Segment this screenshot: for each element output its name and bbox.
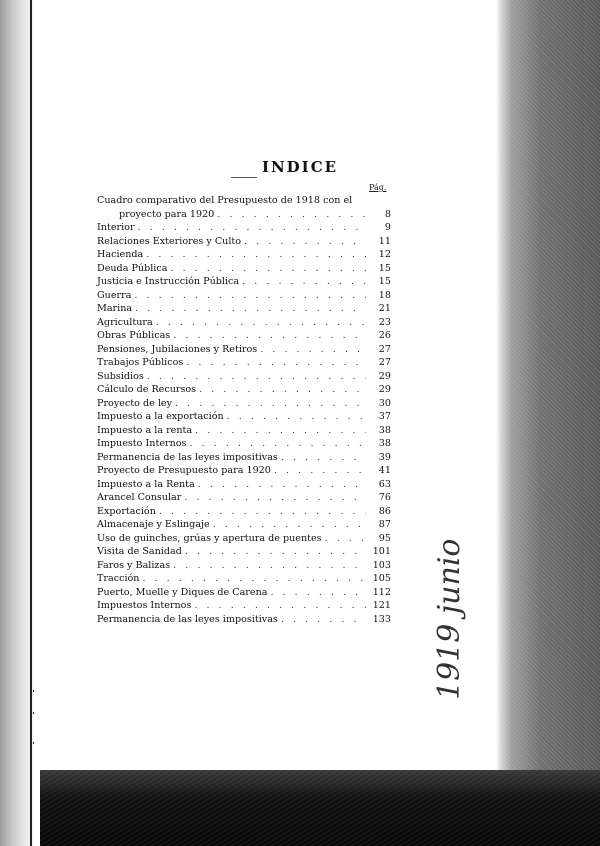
index-entry-page: 12 — [378, 249, 391, 260]
index-entry — [97, 329, 391, 343]
index-entry-label: Tracción — [97, 573, 140, 584]
index-entry — [97, 208, 391, 222]
index-entry — [97, 343, 391, 357]
index-entry-page: 29 — [378, 370, 391, 382]
dot-leader — [198, 478, 366, 492]
index-entry-page: 39 — [378, 451, 391, 463]
index-entry-page: 26 — [378, 330, 391, 341]
scan-left-edge — [0, 0, 34, 846]
index-entry-label: Uso de guinches, grúas y apertura de puentes — [97, 532, 322, 544]
index-entry — [97, 518, 391, 532]
dot-leader — [135, 302, 366, 316]
index-entry-page: 38 — [378, 424, 391, 436]
index-entry-page: 37 — [378, 411, 391, 422]
index-entry-label: Pensiones, Jubilaciones y Retiros — [97, 343, 258, 355]
index-entry — [97, 356, 391, 370]
scan-right-shadow — [500, 0, 600, 846]
dot-leader — [260, 343, 366, 357]
index-entry-page: 30 — [378, 397, 391, 409]
index-entry-label: Permanencia de las leyes impositivas — [97, 451, 278, 463]
index-entry-label: Proyecto de ley — [97, 397, 173, 409]
index-entry — [97, 302, 391, 316]
index-entry-label: Justicia e Instrucción Pública — [97, 276, 240, 287]
index-entry-label: Almacenaje y Eslingaje — [97, 519, 210, 530]
index-entry-label: Guerra — [97, 289, 132, 301]
index-entry-label: Impuestos Internos — [97, 600, 192, 611]
page-column-header: Pág. — [369, 183, 387, 192]
index-entry — [97, 559, 391, 573]
index-entry-label: Visita de Sanidad — [97, 546, 182, 557]
index-entry — [97, 248, 391, 262]
dot-leader — [242, 275, 366, 289]
dot-leader — [199, 383, 366, 397]
dot-leader — [185, 545, 366, 559]
dot-leader — [195, 424, 366, 438]
index-entry-page: 133 — [372, 613, 391, 625]
index-entry-label: Subsidios — [97, 370, 144, 382]
dot-leader — [227, 410, 366, 424]
index-entry-page: 103 — [372, 559, 391, 571]
handwritten-note: 1919 junio — [432, 538, 467, 700]
index-entry — [97, 478, 391, 492]
dot-leader — [159, 505, 366, 519]
dot-leader — [184, 491, 366, 505]
index-entry-page: 41 — [378, 465, 391, 476]
page-title: INDICE — [261, 158, 339, 176]
index-entry — [97, 464, 391, 478]
index-entry-label: Interior — [97, 222, 135, 233]
index-entry-page: 76 — [378, 492, 391, 503]
index-entry-label: Cuadro comparativo del Presupuesto de 1918 con el — [97, 195, 353, 206]
index-entry-label: Obras Públicas — [97, 330, 171, 341]
index-entry — [97, 275, 391, 289]
index-entry — [97, 532, 391, 546]
dot-leader — [189, 437, 366, 451]
scan-bottom-shadow — [40, 770, 600, 846]
index-entry-label: Relaciones Exteriores y Culto — [97, 235, 242, 247]
index-entry-page: 63 — [378, 478, 391, 490]
index-entry — [97, 370, 391, 384]
index-entry — [97, 491, 391, 505]
dot-leader — [274, 464, 366, 478]
index-entry — [97, 451, 391, 465]
dot-leader — [175, 397, 366, 411]
index-entry — [97, 235, 391, 249]
index-entry — [97, 586, 391, 600]
index-entry — [97, 424, 391, 438]
dot-leader — [325, 532, 366, 546]
index-list — [97, 194, 391, 626]
index-entry-page: 23 — [378, 316, 391, 328]
index-entry-page: 18 — [378, 289, 391, 301]
binding-line — [30, 0, 32, 846]
dot-leader — [146, 248, 366, 262]
index-entry-label: Cálculo de Recursos — [97, 384, 197, 395]
index-entry — [97, 221, 391, 235]
dot-leader — [142, 572, 366, 586]
index-entry-label: Impuesto a la exportación — [97, 411, 224, 422]
index-entry — [97, 599, 391, 613]
index-entry-label: Arancel Consular — [97, 492, 182, 503]
index-entry — [97, 572, 391, 586]
index-entry — [97, 316, 391, 330]
dot-leader — [173, 559, 366, 573]
index-entry-page: 27 — [378, 343, 391, 355]
index-entry-page: 86 — [378, 505, 391, 517]
index-entry-label: Puerto, Muelle y Diques de Carena — [97, 586, 268, 598]
dot-leader — [186, 356, 366, 370]
index-entry-label: Trabajos Públicos — [97, 357, 184, 368]
index-entry — [97, 613, 391, 627]
dot-leader — [170, 262, 366, 276]
index-entry — [97, 383, 391, 397]
index-entry-label: Faros y Balizas — [97, 559, 171, 571]
index-entry-label: Marina — [97, 303, 133, 314]
index-entry-page: 38 — [378, 438, 391, 449]
index-entry-page: 9 — [384, 222, 391, 233]
dot-leader — [281, 451, 366, 465]
index-entry-label: Permanencia de las leyes impositivas — [97, 613, 278, 625]
index-entry-page: 101 — [372, 546, 391, 557]
index-entry-label: Impuesto Internos — [97, 438, 187, 449]
index-entry-label: Exportación — [97, 505, 156, 517]
index-entry-page: 95 — [378, 532, 391, 544]
index-entry — [97, 545, 391, 559]
index-entry — [97, 289, 391, 303]
index-entry-label: Hacienda — [97, 249, 144, 260]
index-entry-label: proyecto para 1920 — [119, 208, 215, 220]
dot-leader — [138, 221, 366, 235]
dot-leader — [134, 289, 366, 303]
title-underline — [231, 177, 257, 178]
dot-leader — [194, 599, 366, 613]
dot-leader — [156, 316, 366, 330]
index-entry-label: Impuesto a la renta — [97, 424, 193, 436]
index-entry-page: 112 — [372, 586, 391, 598]
index-entry — [97, 505, 391, 519]
index-entry-label: Proyecto de Presupuesto para 1920 — [97, 465, 271, 476]
index-entry-page: 105 — [372, 573, 391, 584]
dot-leader — [217, 208, 366, 222]
index-entry — [97, 194, 391, 208]
index-entry-page: 15 — [378, 262, 391, 274]
index-entry — [97, 397, 391, 411]
index-entry-label: Deuda Pública — [97, 262, 168, 274]
index-entry-page: 27 — [378, 357, 391, 368]
dot-leader — [270, 586, 366, 600]
index-entry-page: 21 — [378, 303, 391, 314]
index-entry — [97, 262, 391, 276]
index-entry-page: 121 — [372, 600, 391, 611]
index-entry-page: 29 — [378, 384, 391, 395]
index-entry-page: 15 — [378, 276, 391, 287]
index-entry-page: 11 — [378, 235, 391, 247]
index-entry — [97, 437, 391, 451]
index-entry — [97, 410, 391, 424]
index-entry-label: Agricultura — [97, 316, 153, 328]
dot-leader — [147, 370, 366, 384]
index-entry-label: Impuesto a la Renta — [97, 478, 195, 490]
dot-leader — [244, 235, 366, 249]
index-entry-page: 8 — [384, 208, 391, 220]
dot-leader — [213, 518, 366, 532]
dot-leader — [173, 329, 366, 343]
dot-leader — [281, 613, 366, 627]
index-entry-page: 87 — [378, 519, 391, 530]
